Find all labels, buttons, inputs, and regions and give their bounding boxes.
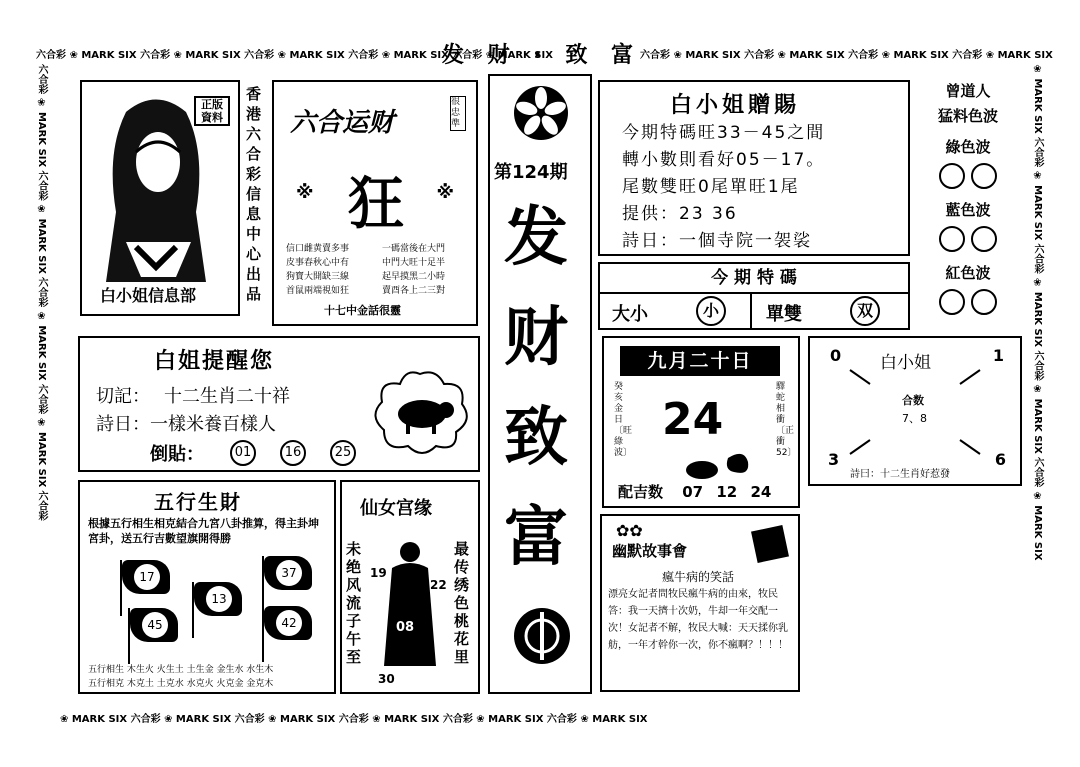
svg-text:✿✿: ✿✿ xyxy=(616,521,643,540)
right-border: ❀ MARK SIX 六合彩 ❀ MARK SIX 六合彩 ❀ MARK SIX 六合彩 ❀ MARK SIX 六合彩 ❀ MARK SIX xyxy=(1032,64,1043,561)
calendar-box xyxy=(602,336,800,508)
wuxing-box xyxy=(78,480,336,694)
red-wave-circle-2 xyxy=(971,289,997,315)
xiannv-box xyxy=(340,480,480,694)
top-border-left: 六合彩 ❀ MARK SIX 六合彩 ❀ MARK SIX 六合彩 ❀ MARK SIX 六合彩 ❀ MARK SIX 六合彩 ❀ MARK SIX xyxy=(36,50,553,61)
liuhe-right-deco: ※ xyxy=(436,182,454,203)
story-title: 幽默故事會 xyxy=(612,542,688,560)
red-wave-label: 紅色波 xyxy=(945,264,991,282)
marksix-logo-icon xyxy=(512,606,572,666)
compass-n3: 3 xyxy=(828,450,840,469)
special-divider xyxy=(750,294,752,330)
issue-number: 第124期 xyxy=(494,162,568,183)
calendar-right-note: 驛蛇相衝〔正衝52〕 xyxy=(776,382,797,458)
red-wave-circle-1 xyxy=(939,289,965,315)
hk-info-center-text: 香港六合彩信息中心出品 xyxy=(246,85,262,303)
tie-num-2: 16 xyxy=(280,440,306,466)
tie-num-3: 25 xyxy=(330,440,356,466)
story-box xyxy=(600,514,800,692)
remind-title: 白姐提醒您 xyxy=(154,349,275,374)
blue-wave-circle-1 xyxy=(939,226,965,252)
compass-poem: 詩曰：十二生肖好惹發 xyxy=(850,469,950,480)
size-value: 小 xyxy=(696,296,726,326)
liuhe-left-deco: ※ xyxy=(296,182,314,203)
center-big-chars: 发 财 致 富 xyxy=(504,201,568,575)
calendar-number: 24 xyxy=(662,394,724,445)
gift-title: 白小姐贈賜 xyxy=(670,93,801,118)
flag-45: 45 xyxy=(130,608,178,642)
xiannv-right-col: 最传绣色桃花里 xyxy=(454,540,470,666)
tie-num-1: 01 xyxy=(230,440,256,466)
rat-snake-icon xyxy=(684,448,754,482)
liuhe-seal: 很忠準 xyxy=(450,96,466,131)
flag-17: 17 xyxy=(122,560,170,594)
liuhe-big-char: 狂 xyxy=(348,172,404,237)
compass-arrows-icon xyxy=(840,362,990,462)
story-body: 漂亮女記者問牧民瘋牛病的由來，牧民答：我一天擠十次奶，牛却一年交配一次！女記者不解，牧民大喊：天天揉你乳舫，一年才幹你一次，你不瘋啊？！！！ xyxy=(608,589,788,651)
story-subtitle: 瘋牛病的笑話 xyxy=(662,570,735,584)
blue-wave-circle-2 xyxy=(971,226,997,252)
gift-box xyxy=(598,80,910,256)
pig-icon xyxy=(370,368,470,454)
heshu-label: 合数 xyxy=(902,394,924,407)
xiannv-n19: 19 xyxy=(370,566,387,580)
liuhe-footer: 十七中金話很靈 xyxy=(324,304,401,317)
left-border: 六合彩 ❀ MARK SIX 六合彩 ❀ MARK SIX 六合彩 ❀ MARK SIX 六合彩 ❀ MARK SIX 六合彩 xyxy=(36,64,47,521)
remind-box xyxy=(78,336,480,472)
odd-even-value: 双 xyxy=(850,296,880,326)
bauhinia-emblem-icon xyxy=(512,84,570,142)
wuxing-footer1: 五行相生 木生火 火生土 土生金 金生水 水生木 xyxy=(88,665,274,675)
liuhe-box xyxy=(272,80,478,326)
compass-n6: 6 xyxy=(994,450,1006,469)
wuxing-footer2: 五行相克 木克土 土克水 水克火 火克金 金克木 xyxy=(88,679,274,689)
center-column xyxy=(488,74,592,694)
bai-info-box xyxy=(80,80,240,316)
xiannv-n30: 30 xyxy=(378,672,395,686)
color-wave-panel xyxy=(918,80,1018,330)
compass-box xyxy=(808,336,1022,486)
compass-n1: 1 xyxy=(992,346,1004,365)
bottom-border: ❀ MARK SIX 六合彩 ❀ MARK SIX 六合彩 ❀ MARK SIX 六合彩 ❀ MARK SIX 六合彩 ❀ MARK SIX 六合彩 ❀ MARK SIX xyxy=(60,714,648,725)
compass-title: 白小姐 xyxy=(880,353,931,373)
flowers-icon xyxy=(616,520,656,542)
top-border-right: 六合彩 ❀ MARK SIX 六合彩 ❀ MARK SIX 六合彩 ❀ MARK SIX 六合彩 ❀ MARK SIX xyxy=(640,50,1053,61)
xiannv-title: 仙女宫缘 xyxy=(360,498,432,519)
wuxing-title: 五行生財 xyxy=(154,490,242,514)
compass-n0: 0 xyxy=(830,346,842,365)
flag-13: 13 xyxy=(194,582,242,616)
heshu-value: 7、8 xyxy=(902,412,927,425)
calendar-date: 九月二十日 xyxy=(620,346,780,376)
remind-line2: 詩日：一樣米養百樣人 xyxy=(96,414,276,435)
green-wave-label: 綠色波 xyxy=(945,138,991,156)
remind-line1: 切記： 十二生肖二十祥 xyxy=(96,386,290,407)
top-title: 发 财 · 致 富 xyxy=(442,43,641,68)
green-wave-circle-1 xyxy=(939,163,965,189)
liuhe-poem-left: 信口雌黄賣多事 皮事春秋心中有 狗寶大開缺三線 首鼠兩端視如狂 xyxy=(286,244,350,296)
odd-even-label: 單雙 xyxy=(766,304,802,325)
flag-37: 37 xyxy=(264,556,312,590)
wave-title1: 曾道人 xyxy=(945,82,991,100)
wuxing-desc: 根據五行相生相克結合九宮八卦推算，得主卦坤宮卦，送五行吉數望旗開得勝 xyxy=(88,517,319,545)
book-icon xyxy=(750,524,790,564)
size-label: 大小 xyxy=(612,304,648,325)
xiannv-n08: 08 xyxy=(396,620,415,635)
special-title: 今 期 特 碼 xyxy=(600,264,908,294)
special-box xyxy=(598,262,910,330)
liuhe-title: 六合运财 xyxy=(290,108,395,138)
official-badge: 正版資料 xyxy=(194,96,230,126)
bai-info-name: 白小姐信息部 xyxy=(100,286,197,305)
calendar-left-note: 癸亥金日〔旺綠波〕 xyxy=(614,382,633,458)
liuhe-poem-right: 一碼當後在大門 中門大旺十足半 起早摸黑二小時 賣酉各上二三對 xyxy=(382,244,446,296)
deity-figure-icon xyxy=(382,538,438,668)
match-nums: 配吉数 07 12 24 xyxy=(618,483,772,501)
xiannv-left-col: 未绝风流子午至 xyxy=(346,540,362,666)
gift-lines: 今期特碼旺33－45之間 轉小數則看好05－17。 尾數雙旺0尾單旺1尾 提供：23 36 詩日：一個寺院一袈裟 xyxy=(622,123,826,251)
blue-wave-label: 藍色波 xyxy=(945,201,991,219)
green-wave-circle-2 xyxy=(971,163,997,189)
xiannv-n22: 22 xyxy=(430,578,447,592)
wave-title2: 猛料色波 xyxy=(937,107,998,125)
flag-42: 42 xyxy=(264,606,312,640)
tie-label: 倒貼： xyxy=(150,444,204,465)
